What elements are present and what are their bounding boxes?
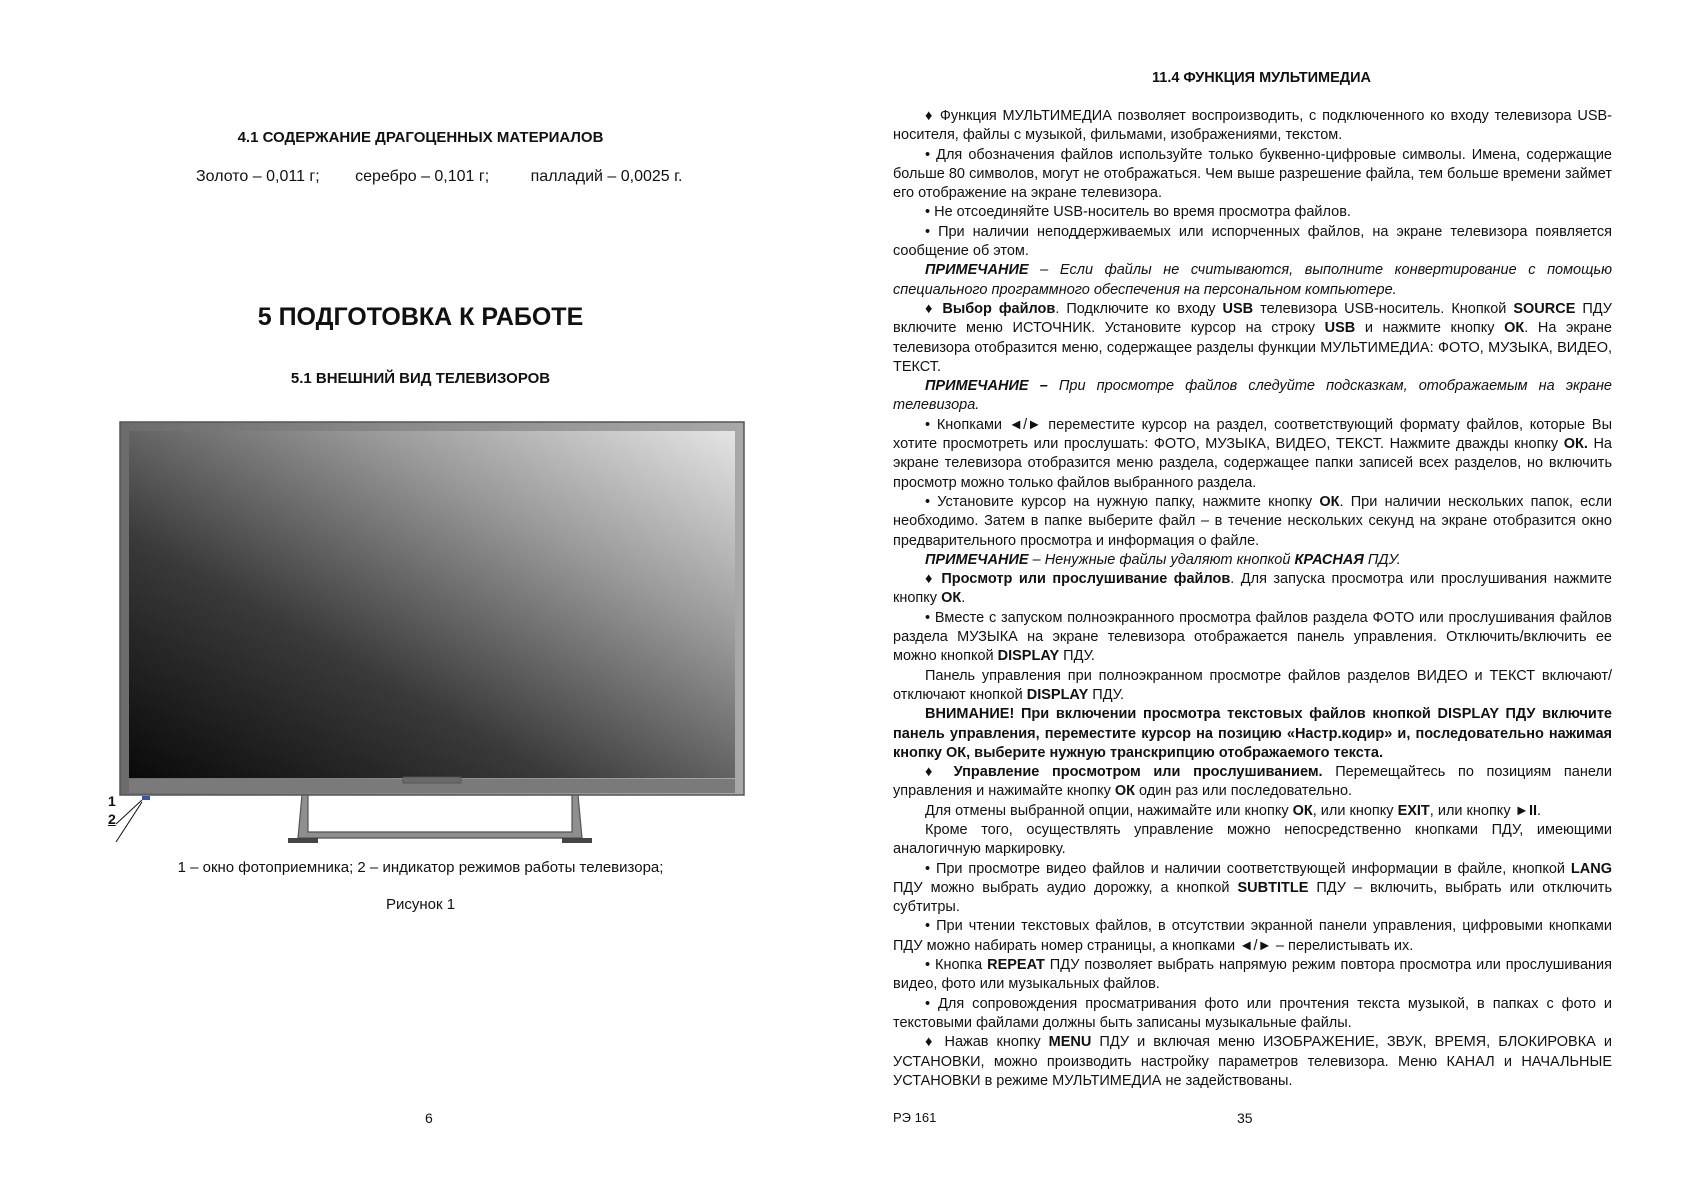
paragraph [893, 300, 1612, 377]
paragraph [893, 667, 1612, 706]
note-text: При просмотре файлов следуйте подсказкам, отображаемым на экране телевизора. [893, 378, 1612, 414]
paragraph [893, 570, 1612, 609]
text-span: ПДУ. [1088, 686, 1124, 703]
bold-span: ОК [1319, 493, 1340, 510]
document-code: РЭ 161 [893, 1110, 937, 1125]
tv-stand [298, 795, 582, 838]
text-span: . Подключите ко входу [1055, 300, 1223, 317]
bold-span: USB [1222, 300, 1254, 317]
text-span: Перемещайтесь по позициям панели управления и нажимайте кнопку [893, 764, 1612, 800]
bold-span: ОК [941, 590, 962, 607]
note-label: ПРИМЕЧАНИЕ – [925, 378, 1048, 395]
note-text: – Ненужные файлы удаляют кнопкой [1028, 551, 1295, 568]
warning-paragraph: ВНИМАНИЕ! При включении просмотра текстовых файлов кнопкой DISPLAY ПДУ включите панель управления, переместите курсор на позицию «Настр.кодир» и, последовательно нажимая кнопку ОК, выберите нужную транскрипцию отображаемого текста. [893, 706, 1612, 761]
paragraph: • Не отсоединяйте USB-носитель во время просмотра файлов. [925, 204, 1351, 221]
metal-palladium: палладий – 0,0025 г. [530, 168, 683, 185]
play-pause-icon: ►II [1514, 802, 1538, 819]
figure-caption: Рисунок 1 [385, 896, 456, 913]
bold-span: ОК [1114, 783, 1136, 800]
bold-span: ♦ Выбор файлов [925, 300, 1056, 317]
note-text: – Если файлы не считываются, выполните конвертирование с помощью специального программного обеспечения на персональном компьютере. [893, 262, 1612, 298]
text-span: , или кнопку [1429, 802, 1515, 819]
text-span: ПДУ и включая меню ИЗОБРАЖЕНИЕ, ЗВУК, ВРЕМЯ, БЛОКИРОВКА и УСТАНОВКИ, можно производить настройку параметров телевизора. Меню КАНАЛ и НАЧАЛЬНЫЕ УСТАНОВКИ в режиме МУЛЬТИМЕДИА не задействованы. [893, 1034, 1612, 1089]
callout-number-2: 2 [108, 811, 116, 827]
text-span: ПДУ позволяет выбрать напрямую режим повтора просмотра или прослушивания видео, фото или музыкальных файлов. [893, 957, 1612, 993]
bold-span: SOURCE [1513, 300, 1576, 317]
bold-span: ОК [1504, 320, 1525, 337]
text-span: На экране телевизора отобразится меню раздела, содержащее папки записей всех разделов, но включить просмотр можно только файлов выбранного раздела. [893, 436, 1612, 491]
text-span: . [961, 590, 966, 607]
bold-span: LANG [1570, 860, 1612, 877]
bold-span: SUBTITLE [1237, 879, 1309, 896]
paragraph: • Для сопровождения просматривания фото или прочтения текста музыкой, в папках с фото и текстовыми файлами должны быть записаны музыкальные файлы. [893, 995, 1612, 1031]
text-span: . При наличии нескольких папок, если необходимо. Затем в папке выберите файл – в течение нескольких секунд на экране отобразится окно предварительного просмотра и информация о файле. [893, 493, 1612, 549]
note-label: ПРИМЕЧАНИЕ [925, 262, 1029, 279]
text-span: ПДУ. [1059, 648, 1095, 665]
bold-span: REPEAT [987, 957, 1045, 974]
bold-span: USB [1324, 320, 1356, 337]
callout-line-2 [116, 802, 142, 842]
note-paragraph [893, 551, 1612, 570]
text-span: • При просмотре видео файлов и наличии соответствующей информации в файле, кнопкой [925, 860, 1571, 877]
stand-foot-left [288, 838, 318, 843]
text-span: • Кнопками ◄/► переместите курсор на раздел, соответствующий формату файлов, которые Вы хотите просмотреть или прослушать: ФОТО, МУЗЫКА, ВИДЕО, ТЕКСТ. Нажмите дважды кнопку [893, 416, 1612, 453]
paragraph [893, 416, 1612, 493]
text-span: • Установите курсор на нужную папку, нажмите кнопку [925, 493, 1320, 510]
text-span: , или кнопку [1312, 802, 1398, 819]
note-paragraph [893, 261, 1612, 300]
bold-span: EXIT [1397, 802, 1430, 819]
text-span: . [1537, 802, 1542, 819]
text-span: Панель управления при полноэкранном просмотре файлов разделов ВИДЕО и ТЕКСТ включают/отключают кнопкой [893, 667, 1612, 703]
text-span: и нажмите кнопку [1355, 320, 1505, 337]
text-span: ПДУ можно выбрать аудио дорожку, а кнопкой [893, 879, 1238, 896]
metal-gold: Золото – 0,011 г; [196, 168, 320, 185]
photo-receiver-window [142, 796, 150, 800]
page-number-left: 6 [425, 1110, 433, 1126]
callout-line-1 [116, 800, 142, 824]
note-label: ПРИМЕЧАНИЕ [925, 551, 1029, 568]
text-span: Для отмены выбранной опции, нажимайте или кнопку [925, 802, 1293, 819]
paragraph [893, 802, 1612, 821]
paragraph: Кроме того, осуществлять управление можно непосредственно кнопками ПДУ, имеющими аналогичную маркировку. [893, 821, 1612, 858]
chapter-title: 5 ПОДГОТОВКА К РАБОТЕ [257, 303, 584, 331]
section-11-4-title: 11.4 ФУНКЦИЯ МУЛЬТИМЕДИА [1151, 70, 1371, 86]
paragraph [893, 763, 1612, 802]
paragraph: • Для обозначения файлов используйте только буквенно-цифровые символы. Имена, содержащие больше 80 символов, могут не отображаться. Чем выше разрешение файла, тем больше времени займет его отображение на экране телевизора. [893, 146, 1612, 202]
callout-number-1: 1 [108, 793, 116, 809]
stand-foot-right [562, 838, 592, 843]
text-span: • Кнопка [925, 957, 988, 974]
text-span: один раз или последовательно. [1135, 783, 1353, 800]
paragraph: • При чтении текстовых файлов, в отсутствии экранной панели управления, цифровыми кнопками ПДУ можно набирать номер страницы, а кнопками ◄/► – перелистывать их. [893, 918, 1612, 954]
paragraph [893, 956, 1612, 995]
bold-span: ♦ Управление просмотром или прослушиванием. [925, 764, 1323, 781]
tv-illustration [112, 418, 752, 845]
metal-silver: серебро – 0,101 г; [355, 168, 490, 185]
paragraph: ♦ Функция МУЛЬТИМЕДИА позволяет воспроизводить, с подключенного ко входу телевизора USB-носителя, файлы с музыкой, фильмами, изображениями, текстом. [893, 108, 1612, 144]
right-page [841, 0, 1682, 1190]
page-number-right: 35 [1237, 1110, 1253, 1126]
paragraph [893, 1033, 1612, 1091]
multimedia-body-text [893, 107, 1612, 1091]
bold-span: КРАСНАЯ [1294, 551, 1364, 568]
note-paragraph [893, 377, 1612, 416]
text-span: ПДУ – включить, выбрать или отключить субтитры. [893, 879, 1613, 916]
bold-span: ОК [1292, 802, 1313, 819]
text-span: . Для запуска просмотра или прослушивания нажмите кнопку [893, 571, 1612, 607]
paragraph: • При наличии неподдерживаемых или испорченных файлов, на экране телевизора появляется сообщение об этом. [893, 223, 1612, 260]
tv-screen [129, 431, 735, 778]
figure-legend: 1 – окно фотоприемника; 2 – индикатор режимов работы телевизора; [177, 859, 664, 876]
precious-metals-line [196, 168, 713, 186]
text-span: • Вместе с запуском полноэкранного просмотра файлов раздела ФОТО или прослушивания файлов раздела МУЗЫКА на экране телевизора отображается панель управления. Отключить/включить ее можно кнопкой [893, 609, 1612, 665]
paragraph [893, 493, 1612, 551]
bold-span: MENU [1048, 1034, 1092, 1051]
section-5-1-title: 5.1 ВНЕШНИЙ ВИД ТЕЛЕВИЗОРОВ [290, 370, 551, 387]
section-4-1-title: 4.1 СОДЕРЖАНИЕ ДРАГОЦЕННЫХ МАТЕРИАЛОВ [237, 129, 604, 146]
logo-plate [403, 777, 461, 783]
text-span: . На экране телевизора отобразится меню, содержащее разделы функции МУЛЬТИМЕДИА: ФОТО, МУЗЫКА, ВИДЕО, ТЕКСТ. [893, 320, 1612, 375]
bold-span: ОК. [1563, 436, 1588, 453]
bold-span: DISPLAY [1026, 686, 1089, 703]
note-text: ПДУ. [1363, 551, 1401, 568]
paragraph [893, 609, 1612, 667]
text-span: ♦ Нажав кнопку [925, 1034, 1049, 1051]
bold-span: DISPLAY [997, 648, 1060, 665]
text-span: ПДУ включите меню ИСТОЧНИК. Установите курсор на строку [893, 300, 1612, 337]
bold-span: ♦ Просмотр или прослушивание файлов [925, 571, 1231, 588]
text-span: телевизора USB-носитель. Кнопкой [1253, 300, 1514, 317]
paragraph [893, 860, 1612, 918]
